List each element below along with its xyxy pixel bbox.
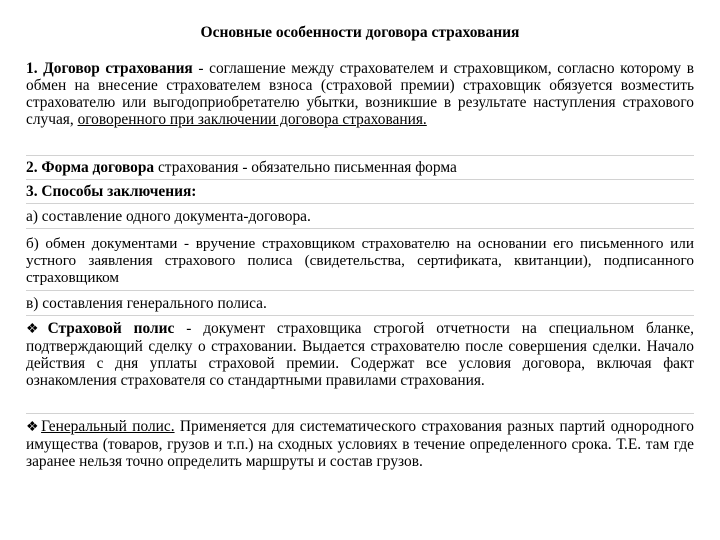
divider	[26, 290, 694, 291]
paragraph-contract-definition	[26, 60, 694, 128]
divider	[26, 203, 694, 204]
term-contract: 1. Договор страхования	[26, 60, 193, 77]
contract-definition-text: - соглашение между страхователем и страховщиком, согласно которому в обмен на внесение страхователем взноса (страховой премии) страховщик обязуется возместить страхователю или выгодоприобретателю убытки, возникшие в результате наступления страхового случая,	[26, 60, 694, 128]
divider	[26, 155, 694, 156]
divider	[26, 228, 694, 229]
divider	[26, 413, 694, 414]
term-form: 2. Форма договора	[26, 159, 155, 176]
contract-form-text: страхования - обязательно письменная форма	[154, 159, 457, 176]
term-insurance-policy: Страховой полис	[47, 320, 175, 337]
heading-conclusion-methods: 3. Способы заключения:	[26, 183, 197, 200]
contract-definition-underlined: оговоренного при заключении договора страхования.	[77, 111, 427, 128]
diamond-bullet-icon: ❖	[26, 322, 47, 337]
paragraph-insurance-policy	[26, 320, 694, 389]
page-title: Основные особенности договора страхования	[200, 24, 520, 41]
divider	[26, 179, 694, 180]
method-c: в) составления генерального полиса.	[26, 295, 267, 312]
paragraph-general-policy	[26, 418, 694, 470]
general-policy-text: Применяется для систематического страхования разных партий однородного имущества (товаров, грузов и т.п.) на сходных условиях в течение определенного срока. Т.Е. там где заранее нельзя точно определить маршруты и состав грузов.	[26, 418, 694, 470]
method-a: а) составление одного документа-договора.	[26, 208, 311, 225]
divider	[26, 315, 694, 316]
insurance-policy-text: - документ страховщика строгой отчетности на специальном бланке, подтверждающий сделку о страховании. Выдается страхователю после совершения сделки. Начало действия с дня уплаты страховой премии. Содержат все условия договора, включая факт ознакомления страхователя со стандартными правилами страхования.	[26, 320, 694, 389]
method-b: б) обмен документами - вручение страховщиком страхователю на основании его письменного или устного заявления страхового полиса (свидетельства, сертификата, квитанции), подписанного страховщиком	[26, 235, 694, 286]
term-general-policy: Генеральный полис.	[41, 418, 175, 435]
diamond-bullet-icon: ❖	[26, 420, 41, 435]
paragraph-contract-form	[26, 159, 694, 176]
